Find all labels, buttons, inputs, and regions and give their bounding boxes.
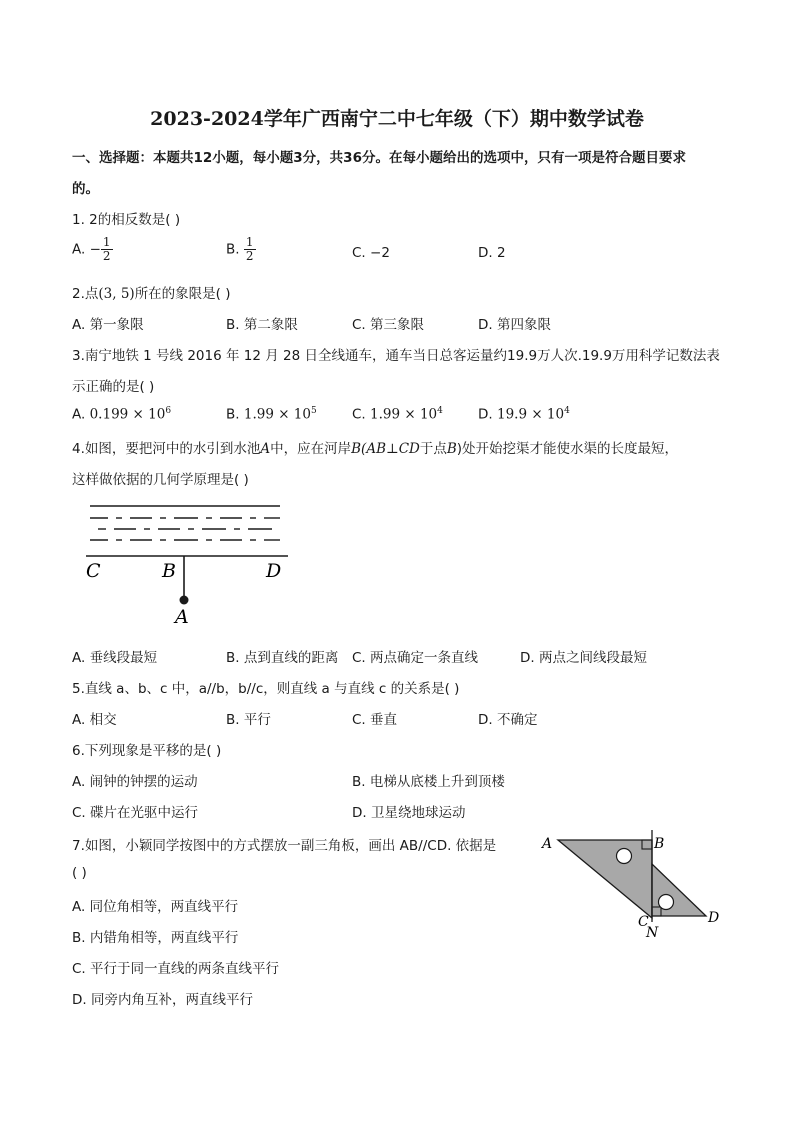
q1-option-a: A. − $\frac{1}{2}$ (72, 235, 111, 263)
q1-stem: 1. 2的相反数是( ) (72, 212, 181, 228)
q6-option-b: B. 电梯从底楼上升到顶楼 (352, 774, 505, 790)
q4-option-c: C. 两点确定一条直线 (352, 650, 479, 666)
q3-option-c: C. $1.99 \times 10^4$ (352, 406, 443, 423)
q6-option-d: D. 卫星绕地球运动 (352, 805, 466, 821)
label-b: B (162, 560, 176, 582)
q5-stem: 5.直线 a、b、c 中，a//b，b//c，则直线 a 与直线 c 的关系是( ) (72, 681, 460, 697)
ruler-hole-1 (617, 849, 632, 864)
q3-option-a: A. $0.199 \times 10^6$ (72, 406, 172, 423)
q1-option-d: D. 2 (478, 245, 506, 261)
fig7-label-n: N (646, 925, 659, 941)
water-dashes (90, 518, 280, 540)
q4-river-figure (80, 496, 295, 628)
triangle-ruler-1 (558, 840, 652, 918)
q7-option-a: A. 同位角相等，两直线平行 (72, 899, 239, 915)
fig7-label-a: A (542, 836, 553, 852)
q4-stem-line2: 这样做依据的几何学原理是( ) (72, 472, 249, 488)
q7-triangle-figure (538, 826, 728, 942)
fig7-label-c: C (638, 914, 649, 930)
q6-option-c: C. 碟片在光驱中运行 (72, 805, 199, 821)
q4-option-b: B. 点到直线的距离 (226, 650, 339, 666)
q6-option-a: A. 闹钟的钟摆的运动 (72, 774, 198, 790)
q7-option-c: C. 平行于同一直线的两条直线平行 (72, 961, 280, 977)
label-d: D (266, 560, 282, 582)
q3-stem-line2: 示正确的是( ) (72, 379, 155, 395)
q7-stem-paren: ( ) (72, 865, 87, 881)
label-c: C (86, 560, 101, 582)
point-a-pool (180, 596, 189, 605)
q1-option-c: C. −2 (352, 245, 390, 261)
ruler-hole-2 (659, 895, 674, 910)
q5-option-c: C. 垂直 (352, 712, 398, 728)
exam-title: 2023-2024学年广西南宁二中七年级（下）期中数学试卷 (150, 108, 644, 130)
q1-a-fraction: $\frac{1}{2}$ (102, 235, 111, 263)
q4-option-d: D. 两点之间线段最短 (520, 650, 647, 666)
q7-stem: 7.如图，小颖同学按图中的方式摆放一副三角板，画出 AB//CD. 依据是 (72, 838, 497, 854)
q4-option-a: A. 垂线段最短 (72, 650, 158, 666)
q5-option-a: A. 相交 (72, 712, 117, 728)
q2-option-a: A. 第一象限 (72, 317, 144, 333)
label-a: A (175, 606, 189, 628)
q1-option-b: B. $\frac{1}{2}$ (226, 235, 254, 263)
q3-option-d: D. $19.9 \times 10^4$ (478, 406, 570, 423)
q3-option-b: B. $1.99 \times 10^5$ (226, 406, 317, 423)
q2-option-d: D. 第四象限 (478, 317, 551, 333)
q2-option-b: B. 第二象限 (226, 317, 298, 333)
q5-option-b: B. 平行 (226, 712, 271, 728)
triangle-ruler-2 (652, 864, 706, 916)
q3-stem-line1: 3.南宁地铁 1 号线 2016 年 12 月 28 日全线通车，通车当日总客运量约19.9万人次.19.9万用科学记数法表 (72, 348, 720, 364)
q4-stem-line1: 4.如图，要把河中的水引到水池A中，应在河岸B(AB⊥CD于点B)处开始挖渠才能使水渠的长度最短， (72, 441, 679, 457)
fig7-label-b: B (654, 836, 665, 852)
q6-stem: 6.下列现象是平移的是( ) (72, 743, 222, 759)
q5-option-d: D. 不确定 (478, 712, 538, 728)
q7-option-b: B. 内错角相等，两直线平行 (72, 930, 239, 946)
q1-b-fraction: $\frac{1}{2}$ (245, 235, 254, 263)
section-instructions-line2: 的。 (72, 181, 99, 197)
q7-option-d: D. 同旁内角互补，两直线平行 (72, 992, 253, 1008)
q2-stem: 2.点(3, 5)所在的象限是( ) (72, 286, 231, 302)
fig7-label-d: D (708, 910, 720, 926)
q2-option-c: C. 第三象限 (352, 317, 425, 333)
section-instructions-line1: 一、选择题：本题共12小题，每小题3分，共36分。在每小题给出的选项中，只有一项是符合题目要求 (72, 150, 686, 166)
